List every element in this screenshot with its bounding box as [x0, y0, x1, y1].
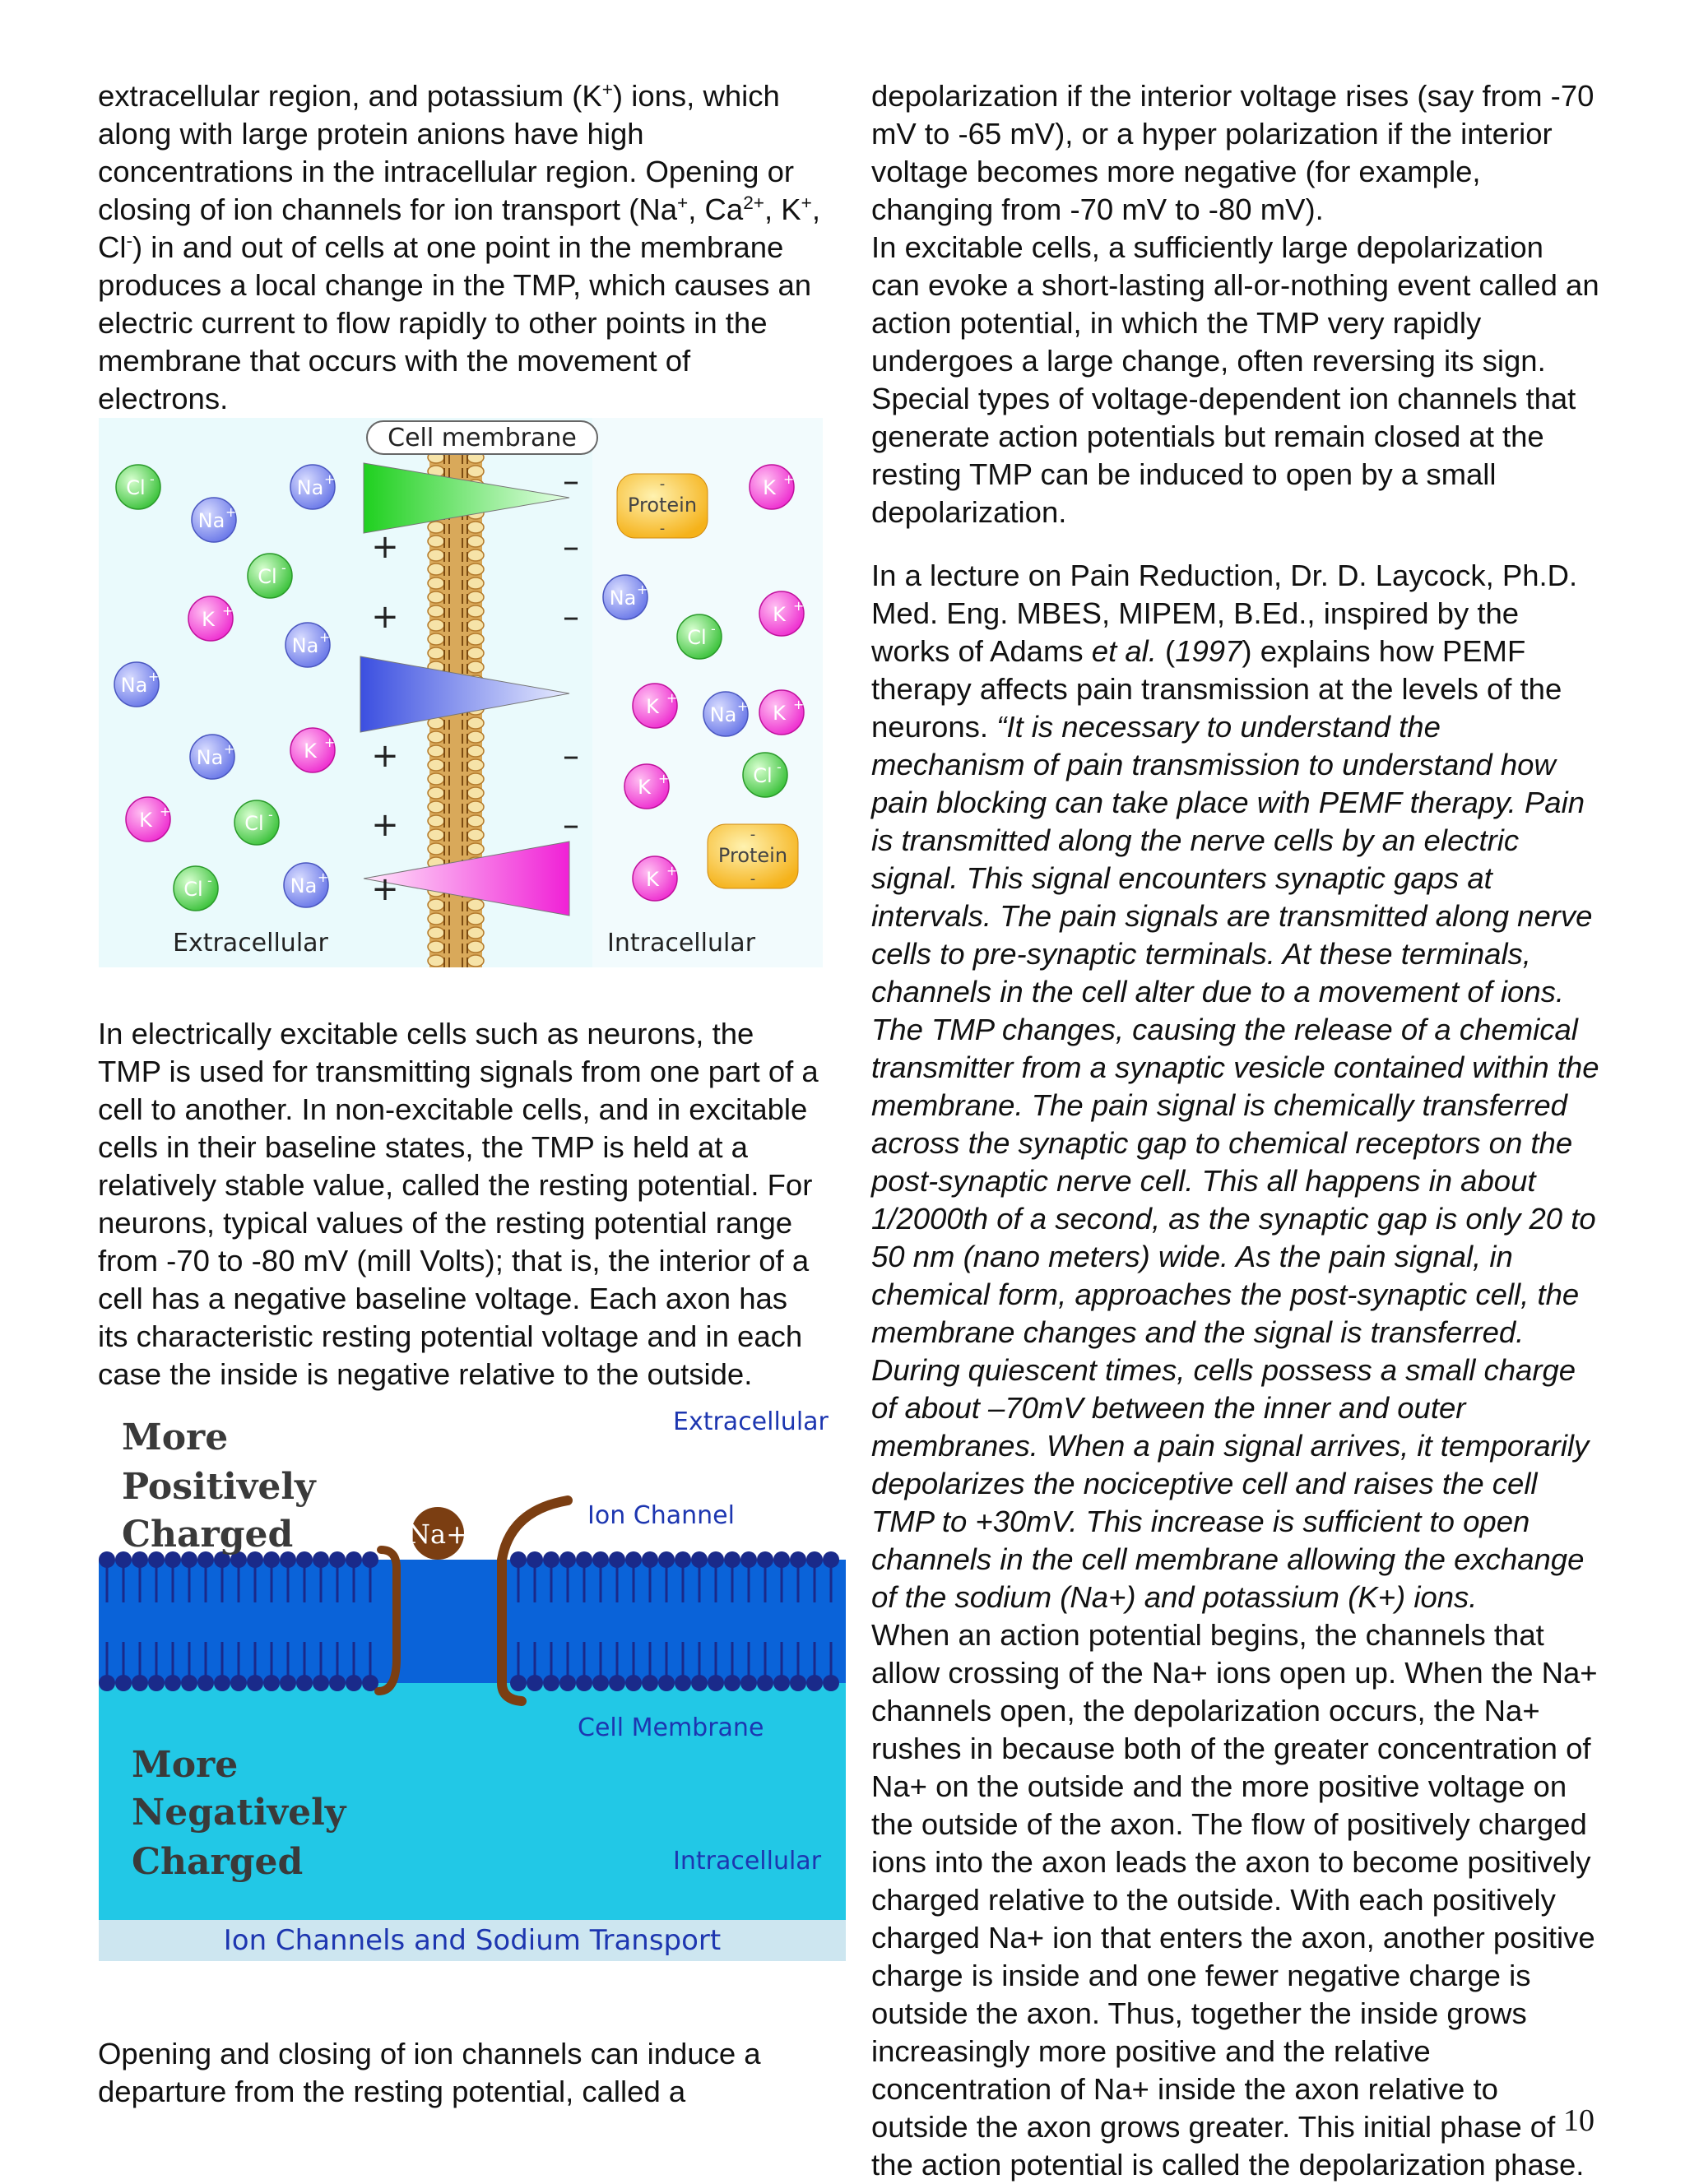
membrane-lipid-head	[165, 1675, 181, 1691]
membrane-lipid-head	[527, 1551, 543, 1568]
membrane-lipid-head	[724, 1551, 740, 1568]
more-positive-label: Charged	[122, 1514, 294, 1556]
phospholipid-head	[467, 745, 484, 757]
svg-text:-: -	[750, 870, 756, 888]
cl-ion	[174, 866, 218, 911]
phospholipid-head	[467, 549, 484, 561]
phospholipid-head	[428, 591, 444, 603]
k-ion	[290, 728, 335, 772]
right-paragraph-1: depolarization if the interior voltage rises (say from -70 mV to -65 mV), or a hyper polarization if the interior voltage becomes more negative (for example, changing from -70 mV to -80 mV).	[871, 79, 1594, 226]
cl-ion	[743, 753, 787, 797]
phospholipid-head	[467, 843, 484, 855]
membrane-lipid-head	[691, 1551, 708, 1568]
svg-text:-: -	[268, 807, 273, 823]
phospholipid-head	[428, 913, 444, 925]
phospholipid-head	[467, 815, 484, 827]
membrane-lipid-head	[510, 1675, 527, 1691]
membrane-lipid-head	[658, 1551, 675, 1568]
svg-text:-: -	[659, 475, 666, 493]
minus-charge: –	[563, 528, 579, 566]
svg-text:+: +	[324, 735, 336, 750]
phospholipid-head	[467, 927, 484, 939]
ion-channel-figure	[99, 1403, 846, 1961]
phospholipid-head	[428, 633, 444, 645]
phospholipid-head	[428, 801, 444, 813]
svg-text:+: +	[666, 863, 678, 879]
membrane-lipid-head	[790, 1675, 806, 1691]
svg-text:-: -	[150, 471, 155, 487]
cl-ion	[116, 465, 160, 509]
membrane-lipid-head	[99, 1675, 115, 1691]
page-number: 10	[1563, 2103, 1594, 2138]
na-ion	[284, 863, 328, 907]
right-column	[871, 77, 1599, 2184]
membrane-lipid-head	[823, 1675, 839, 1691]
membrane-lipid-head	[132, 1675, 148, 1691]
membrane-lipid-head	[148, 1675, 165, 1691]
figure-caption: Ion Channels and Sodium Transport	[223, 1924, 722, 1957]
plus-charge: +	[371, 806, 399, 844]
svg-text:Na+: Na+	[407, 1519, 468, 1550]
na-ion	[114, 662, 159, 707]
k-ion	[633, 856, 677, 901]
membrane-lipid-head	[773, 1551, 790, 1568]
svg-text:-: -	[777, 759, 782, 775]
svg-text:+: +	[148, 669, 160, 684]
svg-text:+: +	[783, 471, 795, 487]
phospholipid-head	[467, 717, 484, 729]
membrane-lipid-head	[346, 1551, 362, 1568]
membrane-lipid-head	[757, 1675, 773, 1691]
phospholipid-head	[428, 549, 444, 561]
membrane-lipid-head	[296, 1675, 313, 1691]
membrane-lipid-head	[99, 1551, 115, 1568]
svg-text:+: +	[224, 741, 235, 757]
svg-text:Na: Na	[709, 703, 737, 726]
phospholipid-head	[428, 843, 444, 855]
membrane-lipid-head	[806, 1675, 823, 1691]
svg-text:Na: Na	[290, 874, 318, 897]
k-ion	[633, 684, 677, 728]
na-ion	[192, 498, 236, 542]
svg-text:Cl: Cl	[258, 565, 277, 588]
cell-membrane-label: Cell Membrane	[578, 1713, 764, 1742]
phospholipid-head	[467, 661, 484, 673]
svg-text:K: K	[763, 476, 776, 499]
membrane-lipid-head	[115, 1675, 132, 1691]
membrane-lipid-head	[724, 1675, 740, 1691]
svg-text:-: -	[207, 873, 212, 888]
phospholipid-head	[467, 787, 484, 799]
phospholipid-head	[467, 913, 484, 925]
svg-text:+: +	[318, 869, 329, 885]
phospholipid-head	[428, 815, 444, 827]
phospholipid-head	[467, 466, 484, 477]
svg-text:+: +	[737, 698, 749, 714]
membrane-lipid-head	[263, 1675, 280, 1691]
svg-text:+: +	[793, 697, 805, 712]
membrane-lipid-head	[625, 1675, 642, 1691]
svg-text:Na: Na	[120, 674, 148, 697]
na-ion	[703, 692, 748, 736]
phospholipid-head	[467, 759, 484, 771]
membrane-lipid-head	[691, 1675, 708, 1691]
membrane-lipid-head	[806, 1551, 823, 1568]
svg-text:K: K	[773, 702, 786, 725]
svg-text:Cl: Cl	[753, 764, 773, 787]
phospholipid-head	[467, 536, 484, 547]
cl-ion	[248, 554, 292, 598]
phospholipid-head	[467, 941, 484, 953]
phospholipid-head	[467, 899, 484, 911]
cl-ion	[677, 614, 722, 659]
phospholipid-head	[428, 941, 444, 953]
svg-text:K: K	[638, 776, 651, 799]
svg-text:+: +	[319, 629, 331, 645]
membrane-lipid-head	[527, 1675, 543, 1691]
membrane-lipid-head	[559, 1675, 576, 1691]
extracellular-label: Extracellular	[673, 1407, 829, 1436]
membrane-lipid-head	[280, 1675, 296, 1691]
membrane-lipid-head	[576, 1551, 592, 1568]
membrane-lipid-head	[576, 1675, 592, 1691]
svg-text:Na: Na	[196, 746, 224, 769]
svg-text:+: +	[793, 598, 805, 614]
intracellular-label: Intracellular	[607, 929, 756, 958]
svg-text:Na: Na	[291, 634, 319, 657]
svg-text:Na: Na	[609, 587, 637, 610]
phospholipid-head	[428, 787, 444, 799]
phospholipid-head	[428, 731, 444, 743]
svg-text:K: K	[304, 740, 317, 763]
membrane-lipid-head	[313, 1551, 329, 1568]
svg-text:+: +	[160, 804, 171, 819]
membrane-lipid-head	[740, 1675, 757, 1691]
membrane-lipid-head	[790, 1551, 806, 1568]
membrane-lipid-head	[773, 1675, 790, 1691]
k-ion	[750, 465, 794, 509]
membrane-lipid-head	[543, 1675, 559, 1691]
membrane-lipid-head	[543, 1551, 559, 1568]
membrane-lipid-head	[609, 1675, 625, 1691]
membrane-lipid-head	[346, 1675, 362, 1691]
membrane-lipid-head	[592, 1675, 609, 1691]
cell-membrane-label: Cell membrane	[388, 424, 577, 452]
membrane-lipid-head	[625, 1551, 642, 1568]
left-paragraph-1: extracellular region, and potassium (K+) ions, which along with large protein anions have high concentrations in the intracellular region. Opening or closing of ion channels for ion transport (Na+, $Ca^{2+}$, K+, Cl-) in and out of cells at one point in the membrane produces a local change in the TMP, which causes an electric current to flow rapidly to other points in the membrane that occurs with the movement of electrons.	[98, 78, 820, 415]
svg-text:+: +	[225, 504, 237, 520]
phospholipid-head	[467, 577, 484, 589]
membrane-lipid-head	[362, 1551, 378, 1568]
left-paragraph-2: In electrically excitable cells such as neurons, the TMP is used for transmitting signals from one part of a cell to another. In non-excitable cells, and in excitable cells in their baseline states, the TMP is held at a relatively stable value, called the resting potential. For neurons, typical values of the resting potential range from -70 to -80 mV (mill Volts); that is, the interior of a cell has a negative baseline voltage. Each axon has its characteristic resting potential voltage and in each case the inside is negative relative to the outside.	[98, 1017, 819, 1391]
right-paragraph-3: In a lecture on Pain Reduction, Dr. D. Laycock, Ph.D. Med. Eng. MBES, MIPEM, B.Ed., inspired by the works of Adams et al. (1997) explains how PEMF therapy affects pain transmission at the levels of the neurons. “It is necessary to understand the mechanism of pain transmission to understand how pain blocking can take place with PEMF therapy. Pain is transmitted along the nerve cells by an electric signal. This signal encounters synaptic gaps at intervals. The pain signals are transmitted along nerve cells to pre-synaptic terminals. At these terminals, channels in the cell alter due to a movement of ions. The TMP changes, causing the release of a chemical transmitter from a synaptic vesicle contained within the membrane. The pain signal is chemically transferred across the synaptic gap to chemical receptors on the post-synaptic nerve cell. This all happens in about 1/2000th of a second, as the synaptic gap is only 20 to 50 nm (nano meters) wide. As the pain signal, in chemical form, approaches the post-synaptic cell, the membrane changes and the signal is transferred. During quiescent times, cells possess a small charge of about –70mV between the inner and outer membranes. When a pain signal arrives, it temporarily depolarizes the nociceptive cell and raises the cell TMP to +30mV. This increase is sufficient to open channels in the cell membrane allowing the exchange of the sodium (Na+) and potassium (K+) ions.	[871, 559, 1599, 1614]
phospholipid-head	[428, 829, 444, 841]
ion-channel-label: Ion Channel	[587, 1501, 735, 1530]
svg-text:-: -	[281, 560, 286, 576]
cell-membrane-figure	[99, 418, 823, 967]
svg-text:K: K	[646, 868, 659, 891]
svg-text:K: K	[139, 809, 152, 832]
phospholipid-head	[428, 955, 444, 967]
svg-text:+: +	[666, 690, 678, 706]
phospholipid-head	[467, 955, 484, 967]
phospholipid-head	[467, 731, 484, 743]
na-ion	[285, 623, 330, 667]
right-paragraph-4: When an action potential begins, the channels that allow crossing of the Na+ ions open up. When the Na+ channels open, the depolarization occurs, the Na+ rushes in because both of the greater concentration of Na+ on the outside and the more positive voltage on the outside of the axon. The flow of positively charged ions into the axon leads the axon to become positively charged relative to the outside. With each positively charged Na+ ion that enters the axon, another positive charge is inside and one fewer negative charge is outside the axon. Thus, together the inside grows increasingly more positive and the relative concentration of Na+ inside the axon relative to outside the axon grows greater. This initial phase of the action potential is called the depolarization phase.	[871, 1618, 1598, 2182]
minus-charge: –	[563, 806, 579, 844]
plus-charge: +	[371, 528, 399, 566]
k-ion	[759, 690, 804, 735]
membrane-lipid-head	[675, 1675, 691, 1691]
svg-text:Na: Na	[197, 509, 225, 532]
membrane-lipid-head	[559, 1551, 576, 1568]
svg-text:Cl: Cl	[244, 812, 264, 835]
right-paragraph-2: In excitable cells, a sufficiently large depolarization can evoke a short-lasting all-or-nothing event called an action potential, in which the TMP very rapidly undergoes a large change, often reversing its sign. Special types of voltage-dependent ion channels that generate action potentials but remain closed at the resting TMP can be induced to open by a small depolarization.	[871, 230, 1599, 529]
minus-charge: –	[563, 598, 579, 636]
more-negative-label: Negatively	[132, 1792, 346, 1834]
membrane-lipid-head	[247, 1675, 263, 1691]
k-ion	[188, 596, 233, 641]
plus-charge: +	[371, 870, 399, 908]
phospholipid-head	[428, 563, 444, 575]
phospholipid-head	[428, 577, 444, 589]
phospholipid-head	[428, 899, 444, 911]
membrane-lipid-head	[609, 1551, 625, 1568]
membrane-lipid-head	[329, 1675, 346, 1691]
phospholipid-head	[428, 927, 444, 939]
membrane-lipid-head	[197, 1675, 214, 1691]
phospholipid-head	[428, 773, 444, 785]
plus-charge: +	[371, 598, 399, 636]
membrane-lipid-head	[708, 1675, 724, 1691]
phospholipid-head	[467, 605, 484, 617]
svg-text:+: +	[324, 471, 336, 487]
membrane-lipid-head	[230, 1675, 247, 1691]
membrane-lipid-head	[823, 1551, 839, 1568]
more-positive-label: Positively	[122, 1466, 316, 1508]
membrane-lipid-head	[214, 1675, 230, 1691]
plus-charge: +	[371, 737, 399, 775]
k-ion	[126, 797, 170, 842]
na-ion	[290, 465, 335, 509]
membrane-lipid-head	[329, 1551, 346, 1568]
svg-text:Cl: Cl	[183, 878, 203, 901]
phospholipid-head	[467, 522, 484, 533]
membrane-lipid-head	[757, 1551, 773, 1568]
membrane-lipid-head	[510, 1551, 527, 1568]
phospholipid-head	[467, 773, 484, 785]
laycock-quote: “It is necessary to understand the mechanism of pain transmission to understand how pain blocking can take place with PEMF therapy. Pain is transmitted along the nerve cells by an electric signal. This signal encounters synaptic gaps at intervals. The pain signals are transmitted along nerve cells to pre-synaptic terminals. At these terminals, channels in the cell alter due to a movement of ions. The TMP changes, causing the release of a chemical transmitter from a synaptic vesicle contained within the membrane. The pain signal is chemically transferred across the synaptic gap to chemical receptors on the post-synaptic nerve cell. This all happens in about 1/2000th of a second, as the synaptic gap is only 20 to 50 nm (nano meters) wide. As the pain signal, in chemical form, approaches the post-synaptic cell, the membrane changes and the signal is transferred. During quiescent times, cells possess a small charge of about –70mV between the inner and outer membranes. When a pain signal arrives, it temporarily depolarizes the nociceptive cell and raises the cell TMP to +30mV. This increase is sufficient to open channels in the cell membrane allowing the exchange of the sodium (Na+) and potassium (K+) ions.	[871, 710, 1599, 1614]
minus-charge: –	[563, 737, 579, 775]
membrane-lipid-head	[675, 1551, 691, 1568]
more-negative-label: Charged	[132, 1841, 304, 1883]
minus-charge: –	[563, 462, 579, 500]
phospholipid-head	[428, 522, 444, 533]
left-paragraph-3: Opening and closing of ion channels can induce a departure from the resting potential, called a	[98, 2037, 761, 2108]
na-ion	[190, 735, 234, 779]
svg-text:+: +	[222, 603, 234, 619]
k-ion	[759, 591, 804, 636]
membrane-lipid-head	[642, 1675, 658, 1691]
phospholipid-head	[428, 745, 444, 757]
svg-text:Protein: Protein	[627, 494, 698, 517]
svg-text:+: +	[658, 771, 670, 786]
membrane-lipid-head	[296, 1551, 313, 1568]
phospholipid-head	[467, 829, 484, 841]
intracellular-label: Intracellular	[673, 1847, 822, 1876]
svg-text:Na: Na	[296, 476, 324, 499]
more-negative-label: More	[132, 1744, 239, 1786]
membrane-lipid-head	[181, 1675, 197, 1691]
svg-text:-: -	[659, 520, 666, 537]
phospholipid-head	[467, 563, 484, 575]
protein-anion	[708, 824, 798, 888]
svg-text:Protein: Protein	[717, 844, 788, 867]
svg-text:K: K	[773, 603, 786, 626]
phospholipid-head	[428, 619, 444, 631]
phospholipid-head	[467, 633, 484, 645]
svg-text:-: -	[711, 621, 716, 637]
phospholipid-head	[428, 759, 444, 771]
phospholipid-head	[467, 801, 484, 813]
na-ion	[603, 575, 648, 619]
svg-text:-: -	[750, 826, 756, 843]
svg-text:K: K	[646, 695, 659, 718]
phospholipid-head	[467, 619, 484, 631]
phospholipid-head	[428, 605, 444, 617]
membrane-lipid-head	[642, 1551, 658, 1568]
phospholipid-head	[428, 647, 444, 659]
phospholipid-head	[428, 536, 444, 547]
membrane-lipid-head	[592, 1551, 609, 1568]
k-ion	[624, 764, 669, 809]
svg-text:Cl: Cl	[687, 626, 707, 649]
membrane-lipid-head	[740, 1551, 757, 1568]
membrane-lipid-head	[313, 1675, 329, 1691]
more-positive-label: More	[122, 1417, 229, 1458]
cl-ion	[234, 800, 279, 845]
svg-text:+: +	[637, 582, 648, 597]
membrane-lipid-head	[658, 1675, 675, 1691]
extracellular-label: Extracellular	[173, 929, 328, 958]
svg-text:Cl: Cl	[126, 476, 146, 499]
protein-anion	[617, 474, 708, 538]
membrane-lipid-head	[708, 1551, 724, 1568]
phospholipid-head	[467, 647, 484, 659]
svg-text:K: K	[202, 608, 215, 631]
phospholipid-head	[467, 591, 484, 603]
